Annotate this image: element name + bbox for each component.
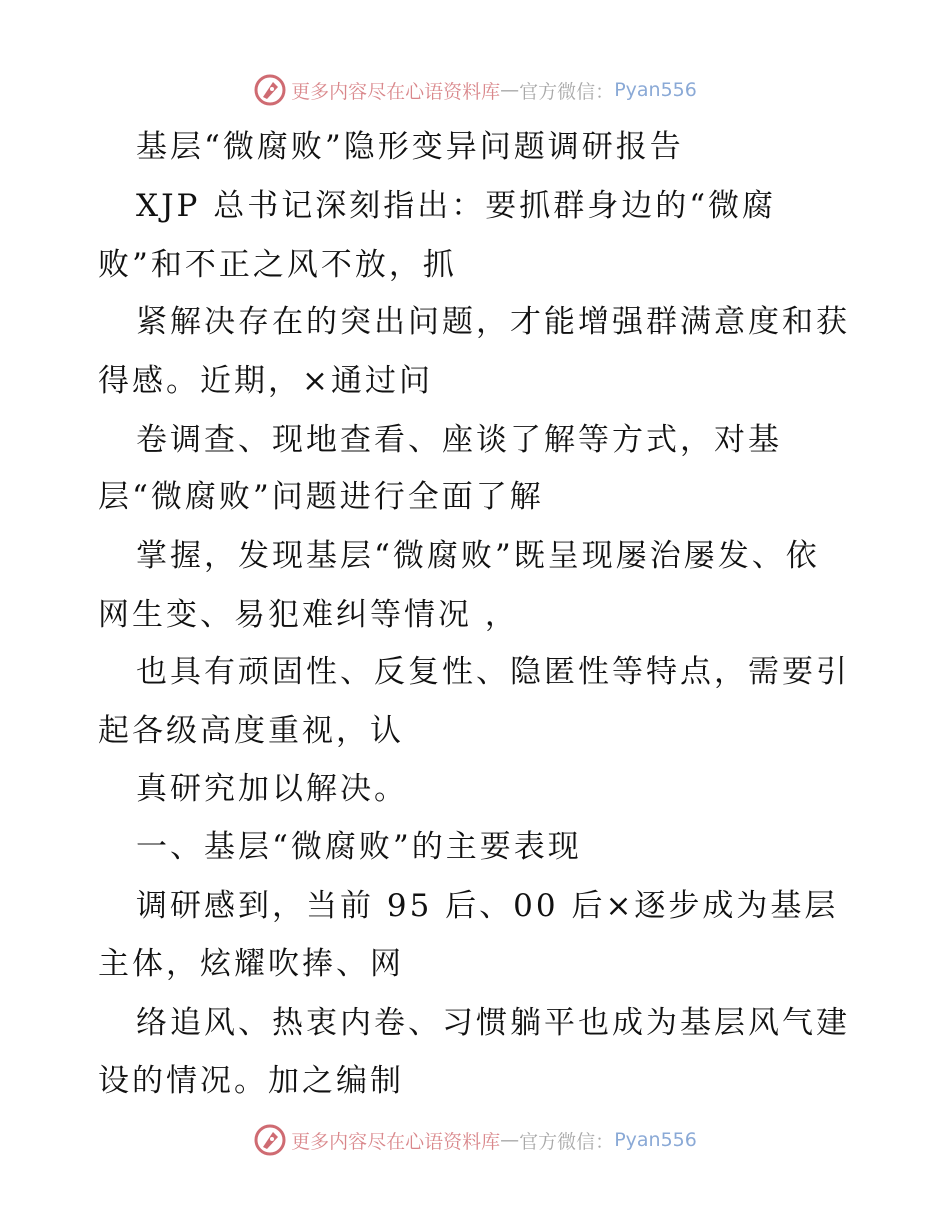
paragraph-line: 得感。近期，×通过问 <box>98 363 433 399</box>
paragraph-line: 卷调查、现地查看、座谈了解等方式，对基 <box>136 422 782 458</box>
paragraph-line: 主体，炫耀吹捧、网 <box>98 946 404 982</box>
document-title: 基层“微腐败”隐形变异问题调研报告 <box>136 129 684 165</box>
paragraph-line: 络追风、热衷内卷、习惯躺平也成为基层风气建 <box>136 1005 850 1041</box>
paragraph-line: 网生变、易犯难纠等情况 ， <box>98 597 519 633</box>
watermark-dash: — <box>500 79 520 101</box>
paragraph-line: 败”和不正之风不放，抓 <box>98 247 457 283</box>
section-heading: 一、基层“微腐败”的主要表现 <box>136 829 582 865</box>
watermark-footer <box>0 1122 950 1158</box>
watermark-wechat-label: 官方微信： <box>519 80 615 103</box>
paragraph-line: 也具有顽固性、反复性、隐匿性等特点，需要引 <box>136 654 850 690</box>
paragraph-line: 掌握，发现基层“微腐败”既呈现屡治屡发、依 <box>136 538 820 574</box>
watermark-text: 更多内容尽在心语资料库 <box>291 80 501 103</box>
paragraph-line: 紧解决存在的突出问题，才能增强群满意度和获 <box>136 304 850 340</box>
paragraph-line: 起各级高度重视，认 <box>98 713 404 749</box>
paragraph-line: XJP 总书记深刻指出：要抓群身边的“微腐 <box>136 188 777 224</box>
pen-nib-circle-icon <box>253 1123 287 1157</box>
watermark-wechat-id: Pyan556 <box>614 79 697 101</box>
watermark-text: 更多内容尽在心语资料库 <box>291 1130 501 1153</box>
watermark-wechat-id: Pyan556 <box>614 1129 697 1151</box>
watermark-wechat-label: 官方微信： <box>519 1130 615 1153</box>
watermark-dash: — <box>500 1129 520 1151</box>
paragraph-line: 层“微腐败”问题进行全面了解 <box>98 479 544 515</box>
paragraph-line: 真研究加以解决。 <box>136 771 408 807</box>
paragraph-line: 调研感到，当前 95 后、00 后×逐步成为基层 <box>136 888 839 924</box>
paragraph-line: 设的情况。加之编制 <box>98 1063 404 1099</box>
